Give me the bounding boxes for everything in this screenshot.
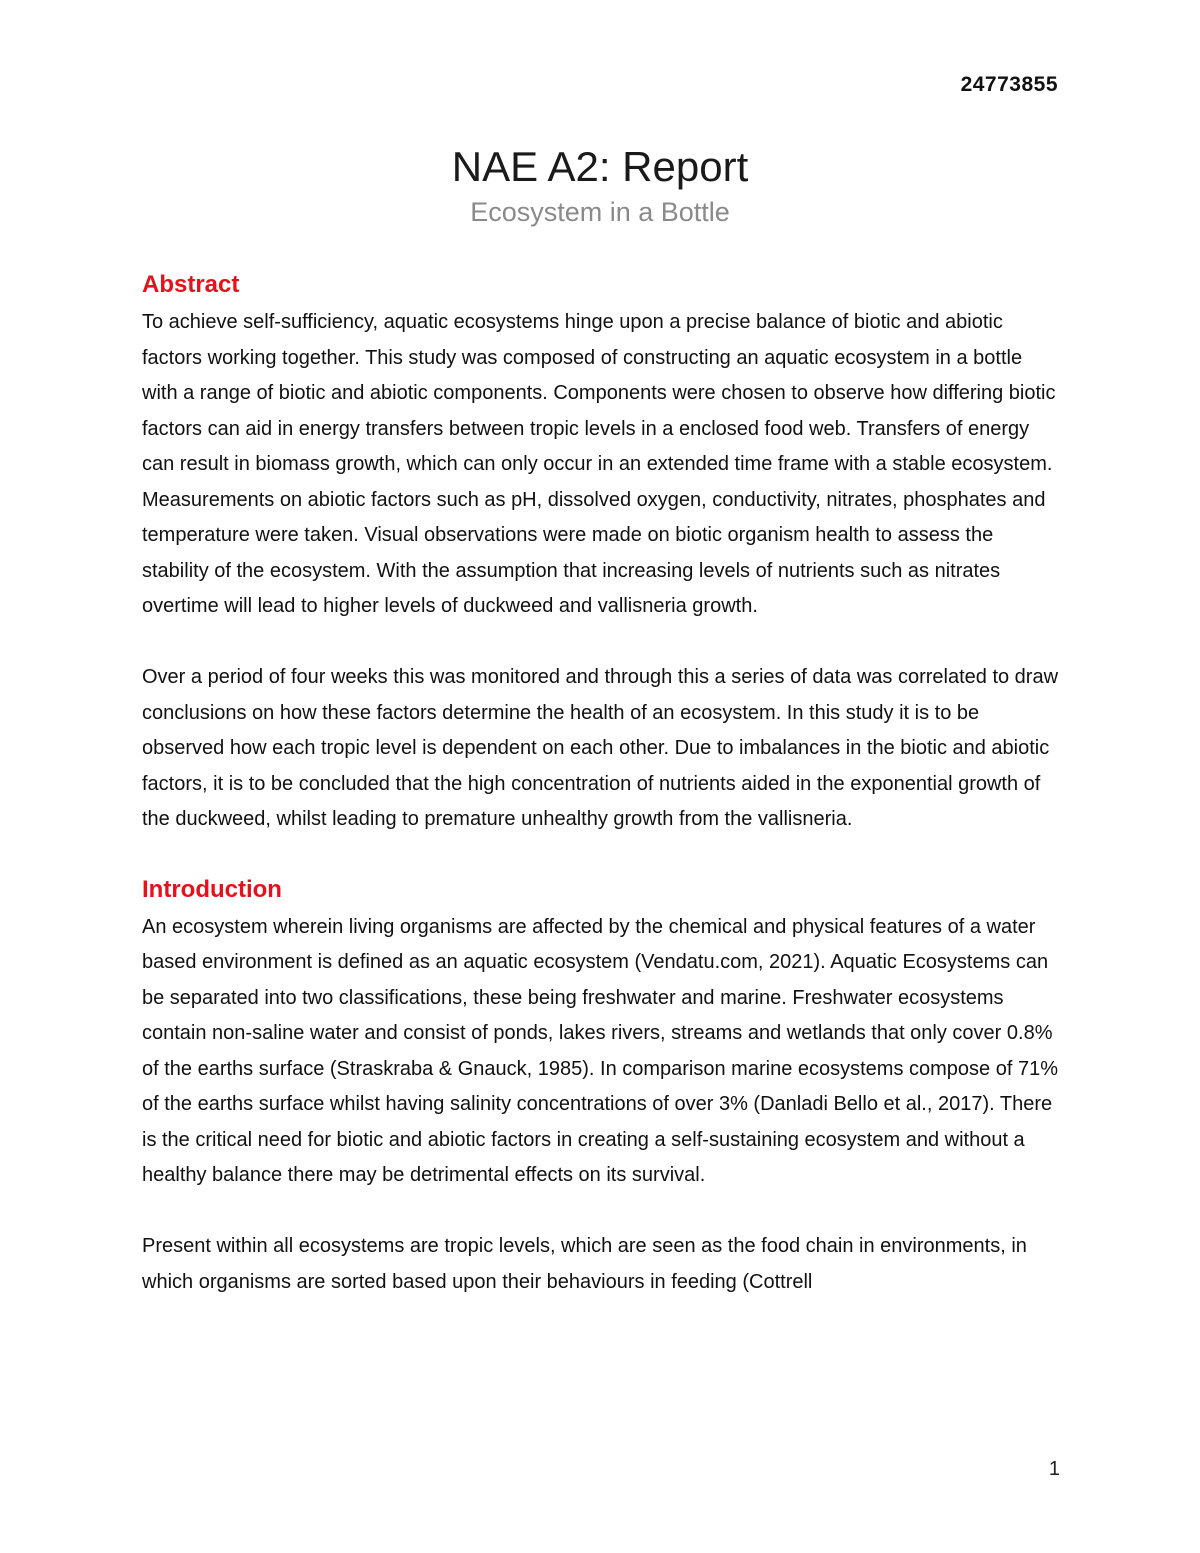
section-spacer [142, 854, 1062, 870]
section-spacer [142, 838, 1062, 854]
introduction-paragraph-2: Present within all ecosystems are tropic levels, which are seen as the food chain in environments, in which organisms are sorted based upon their behaviours in feeding (Cottrell [142, 1235, 1027, 1293]
paragraph-spacer [142, 1194, 1062, 1230]
introduction-section [142, 870, 1062, 1301]
abstract-heading: Abstract [142, 271, 240, 298]
document-subtitle: Ecosystem in a Bottle [470, 197, 730, 227]
student-id: 24773855 [960, 73, 1058, 96]
document-body [142, 265, 1062, 1300]
abstract-paragraph-1: To achieve self-sufficiency, aquatic ecosystems hinge upon a precise balance of biotic and abiotic factors working together. This study was composed of constructing an aquatic ecosystem in a bottle with a range of biotic and abiotic components. Components were chosen to observe how differing biotic factors can aid in energy transfers between tropic levels in a enclosed food web. Transfers of energy can result in biomass growth, which can only occur in an extended time frame with a stable ecosystem. Measurements on abiotic factors such as pH, dissolved oxygen, conductivity, nitrates, phosphates and temperature were taken. Visual observations were made on biotic organism health to assess the stability of the ecosystem. With the assumption that increasing levels of nutrients such as nitrates overtime will lead to higher levels of duckweed and vallisneria growth. [142, 311, 1056, 617]
introduction-heading: Introduction [142, 875, 282, 903]
abstract-section [142, 265, 1062, 838]
introduction-paragraph-1: An ecosystem wherein living organisms are affected by the chemical and physical features of a water based environment is defined as an aquatic ecosystem (Vendatu.com, 2021). Aquatic Ecosystems can be separated into two classifications, these being freshwater and marine. Freshwater ecosystems contain non-saline water and consist of ponds, lakes rivers, streams and wetlands that only cover 0.8% of the earths surface (Straskraba & Gnauck, 1985). In comparison marine ecosystems compose of 71% of the earths surface whilst having salinity concentrations of over 3% (Danladi Bello et al., 2017). There is the critical need for biotic and abiotic factors in creating a self-sustaining ecosystem and without a healthy balance there may be detrimental effects on its survival. [142, 915, 1058, 1186]
abstract-paragraph-2: Over a period of four weeks this was monitored and through this a series of data was correlated to draw conclusions on how these factors determine the health of an ecosystem. In this study it is to be observed how each tropic level is dependent on each other. Due to imbalances in the biotic and abiotic factors, it is to be concluded that the high concentration of nutrients aided in the exponential growth of the duckweed, whilst leading to premature unhealthy growth from the vallisneria. [142, 666, 1059, 830]
paragraph-spacer [142, 625, 1062, 661]
document-title: NAE A2: Report [451, 143, 749, 190]
page-number: 1 [1048, 1458, 1060, 1480]
